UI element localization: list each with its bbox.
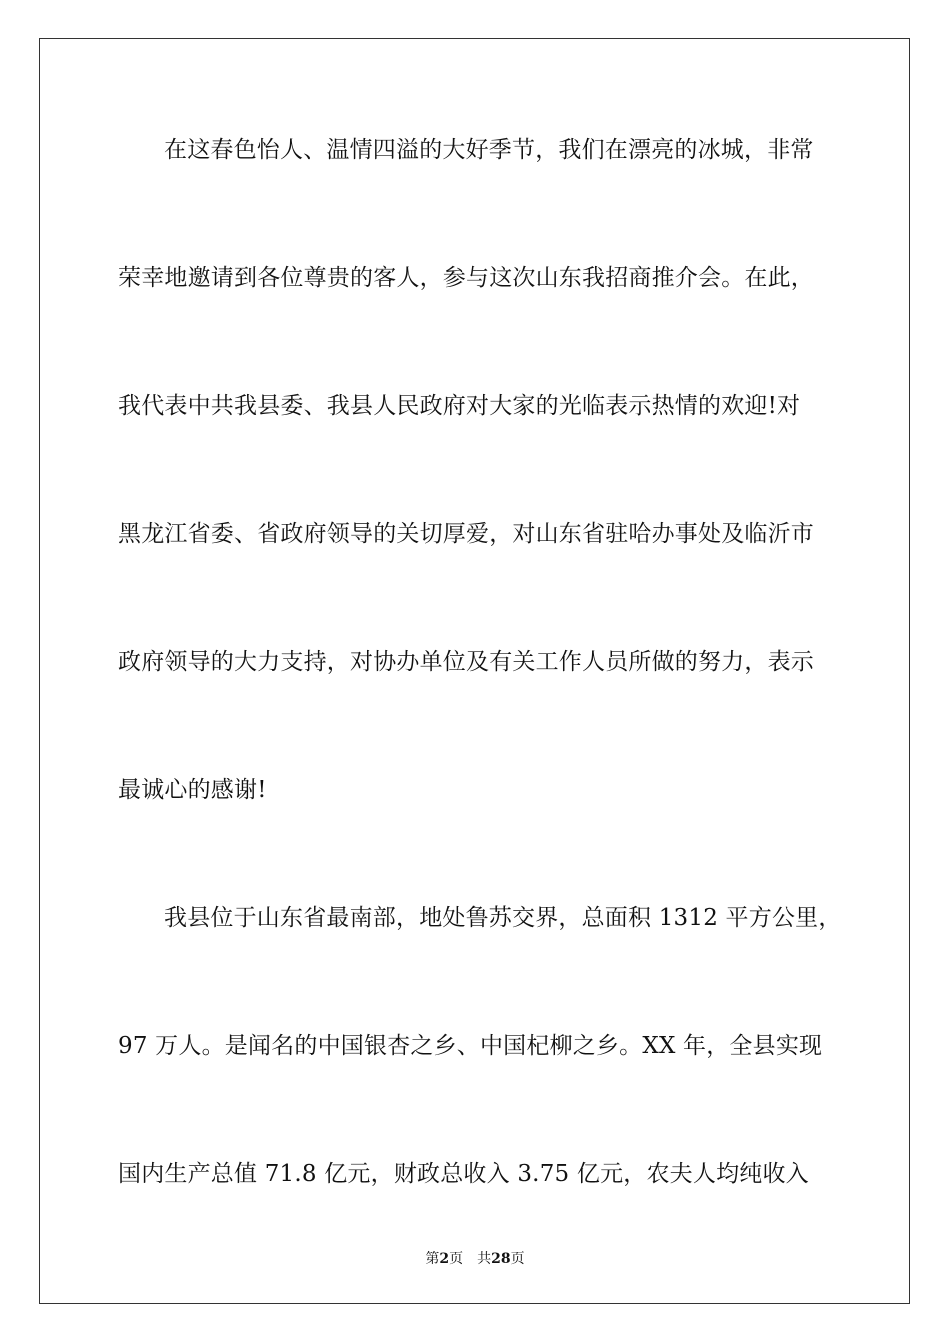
paragraph-line: 国内生产总值 71.8 亿元，财政总收入 3.75 亿元，农夫人均纯收入 [118,1161,809,1187]
page-label-suffix: 页 [449,1251,464,1267]
page-label-prefix: 第 [425,1251,440,1267]
total-label-prefix: 共 [477,1251,492,1267]
paragraph-line: 我县位于山东省最南部，地处鲁苏交界，总面积 1312 平方公里， [164,905,842,931]
paragraph-line: 黑龙江省委、省政府领导的关切厚爱，对山东省驻哈办事处及临沂市 [118,521,814,547]
paragraph-line: 在这春色怡人、温情四溢的大好季节，我们在漂亮的冰城，非常 [164,137,814,163]
paragraph-line: 我代表中共我县委、我县人民政府对大家的光临表示热情的欢迎!对 [118,393,801,419]
page-footer [0,1248,950,1268]
paragraph-line: 荣幸地邀请到各位尊贵的客人，参与这次山东我招商推介会。在此， [118,265,814,291]
document-body [118,116,842,1268]
paragraph-line: 最诚心的感谢! [118,777,267,803]
total-pages: 28 [491,1251,511,1267]
total-label-suffix: 页 [510,1251,525,1267]
paragraph-line: 97 万人。是闻名的中国银杏之乡、中国杞柳之乡。XX 年，全县实现 [118,1033,823,1059]
paragraph-line: 政府领导的大力支持，对协办单位及有关工作人员所做的努力，表示 [118,649,814,675]
page-number: 2 [439,1251,450,1267]
